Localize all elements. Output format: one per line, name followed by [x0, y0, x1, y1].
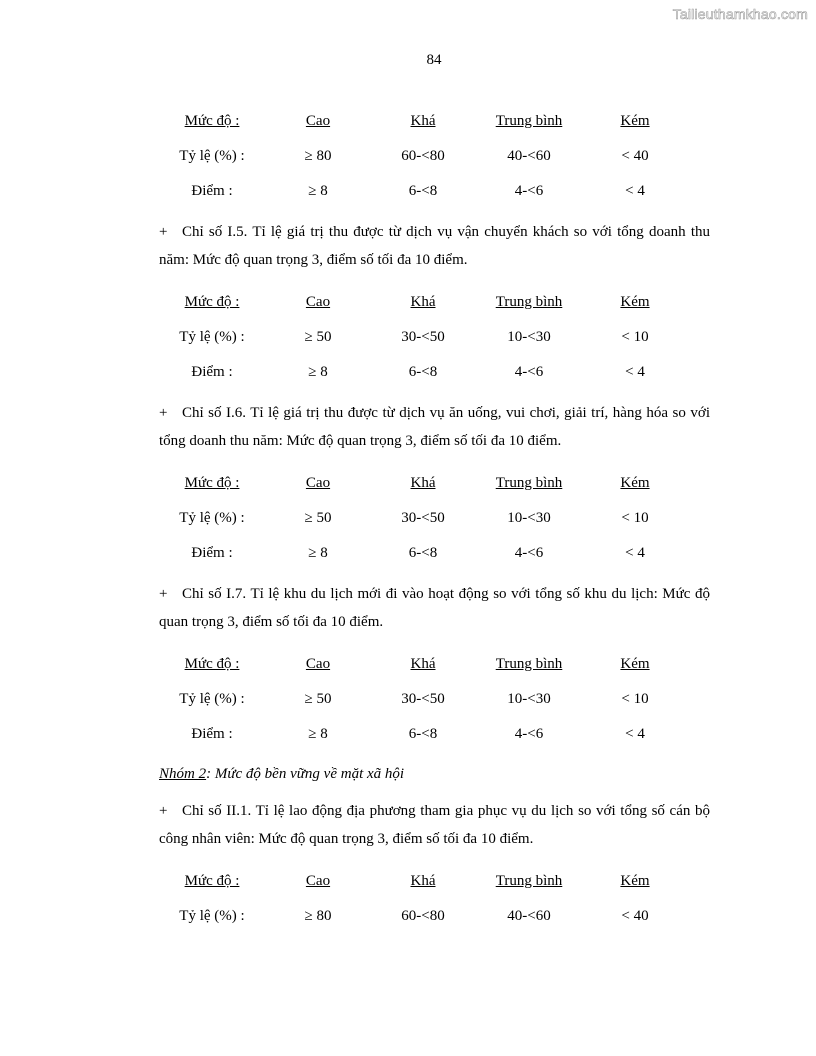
level-high: Cao — [305, 294, 331, 310]
paragraph-text: Chỉ số I.6. Tỉ lệ giá trị thu được từ dịch vụ ăn uống, vui chơi, giải trí, hàng hóa so với tổng doanh thu năm: Mức độ quan trọng 3, điểm số tối đa 10 điểm. — [159, 405, 710, 449]
score-row — [0, 181, 816, 201]
ratio-high: ≥ 80 — [304, 148, 332, 164]
level-average: Trung bình — [495, 656, 563, 672]
ratio-good: 30-<50 — [401, 329, 445, 345]
level-good: Khá — [410, 656, 436, 672]
score-high: ≥ 8 — [308, 364, 328, 380]
level-high: Cao — [305, 656, 331, 672]
ratio-row-label: Tỷ lệ (%) : — [179, 329, 245, 345]
ratio-average: 40-<60 — [507, 148, 551, 164]
score-row-label: Điểm : — [191, 545, 233, 561]
ratio-high: ≥ 50 — [304, 691, 332, 707]
watermark-text: Tailieuthamkhao.com — [672, 6, 808, 22]
score-average: 4-<6 — [514, 183, 544, 199]
score-average: 4-<6 — [514, 364, 544, 380]
ratio-row-label: Tỷ lệ (%) : — [179, 510, 245, 526]
level-average: Trung bình — [495, 294, 563, 310]
ratio-average: 40-<60 — [507, 908, 551, 924]
level-poor: Kém — [620, 873, 650, 889]
group-2-heading — [159, 764, 404, 784]
ratio-row-label: Tỷ lệ (%) : — [179, 691, 245, 707]
score-row — [0, 543, 816, 563]
ratio-poor: < 10 — [621, 329, 649, 345]
level-poor: Kém — [620, 475, 650, 491]
ratio-average: 10-<30 — [507, 329, 551, 345]
level-row-label: Mức độ : — [184, 475, 240, 491]
level-average: Trung bình — [495, 475, 563, 491]
bullet-plus: + — [159, 586, 168, 602]
level-row-label: Mức độ : — [184, 656, 240, 672]
score-poor: < 4 — [625, 364, 645, 380]
paragraph-text: Chỉ số II.1. Tỉ lệ lao động địa phương tham gia phục vụ du lịch so với tổng số cán bộ công nhân viên: Mức độ quan trọng 3, điểm số tối đa 10 điểm. — [159, 803, 710, 847]
ratio-row-label: Tỷ lệ (%) : — [179, 908, 245, 924]
ratio-row — [0, 146, 816, 166]
level-row-label: Mức độ : — [184, 113, 240, 129]
ratio-average: 10-<30 — [507, 510, 551, 526]
indicator-paragraph-i7 — [159, 580, 710, 636]
score-row — [0, 362, 816, 382]
level-good: Khá — [410, 113, 436, 129]
score-good: 6-<8 — [408, 726, 438, 742]
level-good: Khá — [410, 873, 436, 889]
score-good: 6-<8 — [408, 183, 438, 199]
level-good: Khá — [410, 475, 436, 491]
ratio-row — [0, 906, 816, 926]
indicator-paragraph-i5 — [159, 218, 710, 274]
ratio-poor: < 40 — [621, 908, 649, 924]
ratio-good: 30-<50 — [401, 510, 445, 526]
table-header-row — [0, 654, 816, 674]
page-number: 84 — [426, 52, 442, 68]
ratio-good: 60-<80 — [401, 908, 445, 924]
ratio-row-label: Tỷ lệ (%) : — [179, 148, 245, 164]
ratio-high: ≥ 50 — [304, 510, 332, 526]
level-average: Trung bình — [495, 873, 563, 889]
score-high: ≥ 8 — [308, 726, 328, 742]
ratio-poor: < 10 — [621, 691, 649, 707]
score-good: 6-<8 — [408, 545, 438, 561]
ratio-poor: < 40 — [621, 148, 649, 164]
level-high: Cao — [305, 873, 331, 889]
ratio-row — [0, 508, 816, 528]
level-poor: Kém — [620, 294, 650, 310]
ratio-row — [0, 689, 816, 709]
score-average: 4-<6 — [514, 726, 544, 742]
level-high: Cao — [305, 475, 331, 491]
level-good: Khá — [410, 294, 436, 310]
bullet-plus: + — [159, 405, 168, 421]
ratio-high: ≥ 80 — [304, 908, 332, 924]
score-poor: < 4 — [625, 726, 645, 742]
level-average: Trung bình — [495, 113, 563, 129]
paragraph-text: Chỉ số I.5. Tỉ lệ giá trị thu được từ dịch vụ vận chuyển khách so với tổng doanh thu năm: Mức độ quan trọng 3, điểm số tối đa 10 điểm. — [159, 224, 710, 268]
table-header-row — [0, 292, 816, 312]
ratio-poor: < 10 — [621, 510, 649, 526]
score-row-label: Điểm : — [191, 364, 233, 380]
table-header-row — [0, 111, 816, 131]
score-poor: < 4 — [625, 183, 645, 199]
score-row-label: Điểm : — [191, 183, 233, 199]
ratio-average: 10-<30 — [507, 691, 551, 707]
bullet-plus: + — [159, 803, 168, 819]
score-high: ≥ 8 — [308, 545, 328, 561]
level-high: Cao — [305, 113, 331, 129]
paragraph-text: Chỉ số I.7. Tỉ lệ khu du lịch mới đi vào hoạt động so với tổng số khu du lịch: Mức độ quan trọng 3, điểm số tối đa 10 điểm. — [159, 586, 710, 630]
table-header-row — [0, 473, 816, 493]
score-row — [0, 724, 816, 744]
score-high: ≥ 8 — [308, 183, 328, 199]
group-heading-text: : Mức độ bền vững về mặt xã hội — [206, 766, 405, 782]
level-row-label: Mức độ : — [184, 294, 240, 310]
score-average: 4-<6 — [514, 545, 544, 561]
level-poor: Kém — [620, 656, 650, 672]
indicator-paragraph-ii1 — [159, 797, 710, 853]
group-heading-label: Nhóm 2 — [159, 766, 207, 782]
level-poor: Kém — [620, 113, 650, 129]
score-good: 6-<8 — [408, 364, 438, 380]
indicator-paragraph-i6 — [159, 399, 710, 455]
score-row-label: Điểm : — [191, 726, 233, 742]
level-row-label: Mức độ : — [184, 873, 240, 889]
table-header-row — [0, 871, 816, 891]
ratio-good: 60-<80 — [401, 148, 445, 164]
ratio-row — [0, 327, 816, 347]
bullet-plus: + — [159, 224, 168, 240]
score-poor: < 4 — [625, 545, 645, 561]
ratio-good: 30-<50 — [401, 691, 445, 707]
ratio-high: ≥ 50 — [304, 329, 332, 345]
